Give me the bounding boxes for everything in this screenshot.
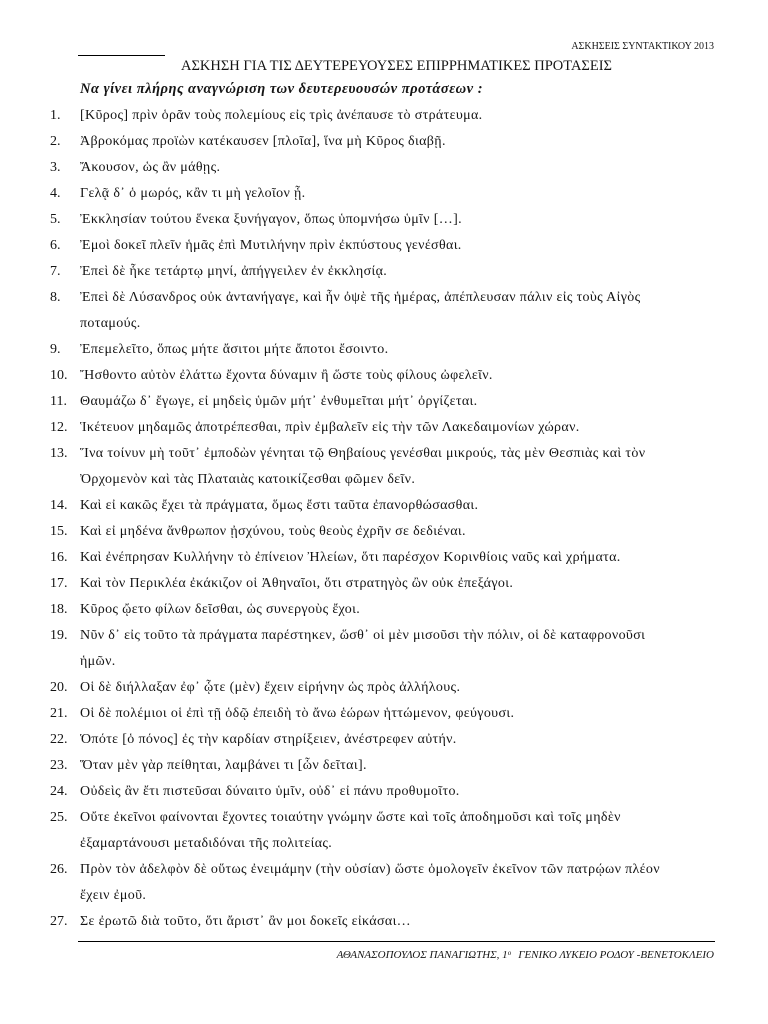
exercise-line: Πρὸν τὸν ἀδελφὸν δὲ οὕτως ἐνειμάμην (τὴν οὐσίαν) ὥστε ὁμολογεῖν ἐκεῖνον τῶν πατρῴων πλέον — [80, 862, 660, 877]
exercise-item — [0, 519, 768, 545]
exercise-number: 13. — [50, 446, 68, 461]
exercise-number: 27. — [50, 914, 68, 929]
exercise-text — [80, 909, 740, 935]
exercise-item — [0, 493, 768, 519]
footer-ordinal-suffix: ο — [507, 949, 512, 957]
exercise-text — [80, 233, 740, 259]
exercise-number: 26. — [50, 862, 68, 877]
exercise-line: Ἐπεὶ δὲ Λύσανδρος οὐκ ἀντανήγαγε, καὶ ἦν ὀψὲ τῆς ἡμέρας, ἀπέπλευσαν πάλιν εἰς τοὺς Αἰγὸς — [80, 290, 641, 305]
exercise-line: [Κῦρος] πρὶν ὁρᾶν τοὺς πολεμίους εἰς τρὶς ἀνέπαυσε τὸ στράτευμα. — [80, 108, 483, 123]
exercise-text — [80, 857, 740, 909]
exercise-text — [80, 389, 740, 415]
exercise-number: 25. — [50, 810, 68, 825]
exercise-item — [0, 805, 768, 857]
exercise-text — [80, 779, 740, 805]
exercise-line: Ἱκέτευον μηδαμῶς ἀποτρέπεσθαι, πρὶν ἐμβαλεῖν εἰς τὴν τῶν Λακεδαιμονίων χώραν. — [80, 420, 580, 435]
exercise-item — [0, 363, 768, 389]
exercise-number: 10. — [50, 368, 68, 383]
exercise-item — [0, 337, 768, 363]
exercise-line: Οὐδεὶς ἂν ἔτι πιστεῦσαι δύναιτο ὑμῖν, οὐδ᾽ εἰ πάνυ προθυμοῖτο. — [80, 784, 460, 799]
exercise-number: 22. — [50, 732, 68, 747]
page-title: ΑΣΚΗΣΗ ΓΙΑ ΤΙΣ ΔΕΥΤΕΡΕΥΟΥΣΕΣ ΕΠΙΡΡΗΜΑΤΙΚΕΣ ΠΡΟΤΑΣΕΙΣ — [181, 58, 612, 74]
exercise-line: Νῦν δ᾽ εἰς τοῦτο τὰ πράγματα παρέστηκεν, ὥσθ᾽ οἱ μὲν μισοῦσι τὴν πόλιν, οἱ δὲ καταφρονοῦσι — [80, 628, 646, 643]
exercise-text — [80, 623, 740, 675]
exercise-line: Οὔτε ἐκεῖνοι φαίνονται ἔχοντες τοιαύτην γνώμην ὥστε καὶ τοῖς ἀποδημοῦσι καὶ τοῖς μηδὲν — [80, 810, 621, 825]
header-rule — [78, 55, 165, 56]
exercise-number: 6. — [50, 238, 61, 253]
exercise-line: Ἐκκλησίαν τούτου ἕνεκα ξυνήγαγον, ὅπως ὑπομνήσω ὑμῖν […]. — [80, 212, 462, 227]
footer-rule — [78, 941, 715, 942]
exercise-number: 11. — [50, 394, 67, 409]
running-header: ΑΣΚΗΣΕΙΣ ΣΥΝΤΑΚΤΙΚΟΥ 2013 — [571, 41, 714, 52]
exercise-number: 5. — [50, 212, 61, 227]
exercise-line: Ἀβροκόμας προϊὼν κατέκαυσεν [πλοῖα], ἵνα μὴ Κῦρος διαβῇ. — [80, 134, 446, 149]
exercise-number: 1. — [50, 108, 61, 123]
exercise-line: Σε ἐρωτῶ διὰ τοῦτο, ὅτι ἄριστ᾽ ἂν μοι δοκεῖς εἰκάσαι… — [80, 914, 412, 929]
exercise-number: 21. — [50, 706, 68, 721]
exercise-number: 17. — [50, 576, 68, 591]
exercise-number: 8. — [50, 290, 61, 305]
exercise-number: 18. — [50, 602, 68, 617]
exercise-item — [0, 233, 768, 259]
exercise-item — [0, 103, 768, 129]
exercise-line: Οἱ δὲ πολέμιοι οἱ ἐπὶ τῇ ὁδῷ ἐπειδὴ τὸ ἄνω ἑώρων ἡττώμενον, φεύγουσι. — [80, 706, 515, 721]
exercise-list — [0, 103, 768, 935]
exercise-number: 15. — [50, 524, 68, 539]
exercise-item — [0, 415, 768, 441]
exercise-line: Καὶ εἰ μηδένα ἄνθρωπον ᾐσχύνου, τοὺς θεοὺς ἐχρῆν σε δεδιέναι. — [80, 524, 466, 539]
exercise-line: Ὀρχομενὸν καὶ τὰς Πλαταιὰς κατοικίζεσθαι φῶμεν δεῖν. — [80, 472, 416, 487]
exercise-number: 16. — [50, 550, 68, 565]
exercise-line: Καὶ εἰ κακῶς ἔχει τὰ πράγματα, ὅμως ἔστι ταῦτα ἐπανορθώσασθαι. — [80, 498, 479, 513]
exercise-line: Ἐπεμελεῖτο, ὅπως μήτε ἄσιτοι μήτε ἄποτοι ἔσοιντο. — [80, 342, 389, 357]
exercise-text — [80, 285, 740, 337]
exercise-text — [80, 571, 740, 597]
exercise-line: Ἵνα τοίνυν μὴ τοῦτ᾽ ἐμποδὼν γένηται τῷ Θηβαίους γενέσθαι μικρούς, τὰς μὲν Θεσπιὰς καὶ τὸν — [80, 446, 646, 461]
exercise-line: Ὁπότε [ὁ πόνος] ἐς τὴν καρδίαν στηρίξειεν, ἀνέστρεφεν αὐτήν. — [80, 732, 457, 747]
exercise-item — [0, 727, 768, 753]
exercise-item — [0, 129, 768, 155]
exercise-item — [0, 597, 768, 623]
exercise-text — [80, 493, 740, 519]
exercise-text — [80, 701, 740, 727]
exercise-text — [80, 805, 740, 857]
exercise-item — [0, 571, 768, 597]
exercise-line: Ἐπεὶ δὲ ἧκε τετάρτῳ μηνί, ἀπήγγειλεν ἐν ἐκκλησίᾳ. — [80, 264, 388, 279]
exercise-line: Ἐμοὶ δοκεῖ πλεῖν ἡμᾶς ἐπὶ Μυτιλήνην πρὶν ἐκπύστους γενέσθαι. — [80, 238, 462, 253]
exercise-item — [0, 753, 768, 779]
exercise-number: 4. — [50, 186, 61, 201]
exercise-number: 9. — [50, 342, 61, 357]
exercise-text — [80, 259, 740, 285]
exercise-item — [0, 623, 768, 675]
exercise-text — [80, 441, 740, 493]
exercise-text — [80, 519, 740, 545]
exercise-line: ἡμῶν. — [80, 654, 116, 669]
exercise-item — [0, 441, 768, 493]
exercise-item — [0, 285, 768, 337]
exercise-text — [80, 207, 740, 233]
exercise-item — [0, 701, 768, 727]
exercise-item — [0, 389, 768, 415]
exercise-line: Ἄκουσον, ὡς ἂν μάθῃς. — [80, 160, 221, 175]
exercise-number: 7. — [50, 264, 61, 279]
exercise-text — [80, 753, 740, 779]
exercise-line: Καὶ τὸν Περικλέα ἐκάκιζον οἱ Ἀθηναῖοι, ὅτι στρατηγὸς ὢν οὐκ ἐπεξάγοι. — [80, 576, 514, 591]
exercise-item — [0, 857, 768, 909]
exercise-text — [80, 415, 740, 441]
exercise-number: 19. — [50, 628, 68, 643]
exercise-item — [0, 181, 768, 207]
exercise-item — [0, 909, 768, 935]
exercise-line: Οἱ δὲ διήλλαξαν ἐφ᾽ ᾧτε (μὲν) ἔχειν εἰρήνην ὡς πρὸς ἀλλήλους. — [80, 680, 461, 695]
footer-author: ΑΘΑΝΑΣΟΠΟΥΛΟΣ ΠΑΝΑΓΙΩΤΗΣ, 1 — [336, 949, 508, 961]
exercise-number: 12. — [50, 420, 68, 435]
exercise-line: ποταμούς. — [80, 316, 141, 331]
exercise-line: Κῦρος ᾤετο φίλων δεῖσθαι, ὡς συνεργοὺς ἔχοι. — [80, 602, 361, 617]
exercise-text — [80, 103, 740, 129]
exercise-text — [80, 727, 740, 753]
exercise-item — [0, 779, 768, 805]
exercise-number: 20. — [50, 680, 68, 695]
exercise-text — [80, 545, 740, 571]
exercise-item — [0, 207, 768, 233]
exercise-item — [0, 259, 768, 285]
exercise-number: 24. — [50, 784, 68, 799]
exercise-line: ἔχειν ἐμοῦ. — [80, 888, 147, 903]
exercise-line: Θαυμάζω δ᾽ ἔγωγε, εἰ μηδεὶς ὑμῶν μήτ᾽ ἐνθυμεῖται μήτ᾽ ὀργίζεται. — [80, 394, 478, 409]
footer-school: ΓΕΝΙΚΟ ΛΥΚΕΙΟ ΡΟΔΟΥ -ΒΕΝΕΤΟΚΛΕΙΟ — [518, 949, 714, 961]
exercise-text — [80, 129, 740, 155]
exercise-text — [80, 155, 740, 181]
exercise-number: 3. — [50, 160, 61, 175]
exercise-item — [0, 545, 768, 571]
exercise-number: 23. — [50, 758, 68, 773]
exercise-number: 2. — [50, 134, 61, 149]
exercise-instruction: Να γίνει πλήρης αναγνώριση των δευτερευουσών προτάσεων : — [80, 81, 484, 97]
exercise-text — [80, 363, 740, 389]
exercise-item — [0, 675, 768, 701]
exercise-text — [80, 675, 740, 701]
exercise-line: ἐξαμαρτάνουσι μεταδιδόναι τῆς πολιτείας. — [80, 836, 333, 851]
page-footer — [337, 948, 714, 963]
exercise-text — [80, 597, 740, 623]
exercise-line: Καὶ ἐνέπρησαν Κυλλήνην τὸ ἐπίνειον Ἠλείων, ὅτι παρέσχον Κορινθίοις ναῦς καὶ χρήματα. — [80, 550, 621, 565]
exercise-line: Ἤσθοντο αὐτὸν ἐλάττω ἔχοντα δύναμιν ἢ ὥστε τοὺς φίλους ὠφελεῖν. — [80, 368, 493, 383]
exercise-line: Ὅταν μὲν γὰρ πείθηται, λαμβάνει τι [ὧν δεῖται]. — [80, 758, 367, 773]
exercise-line: Γελᾷ δ᾽ ὁ μωρός, κἂν τι μὴ γελοῖον ᾖ. — [80, 186, 306, 201]
exercise-text — [80, 337, 740, 363]
exercise-text — [80, 181, 740, 207]
exercise-number: 14. — [50, 498, 68, 513]
exercise-item — [0, 155, 768, 181]
